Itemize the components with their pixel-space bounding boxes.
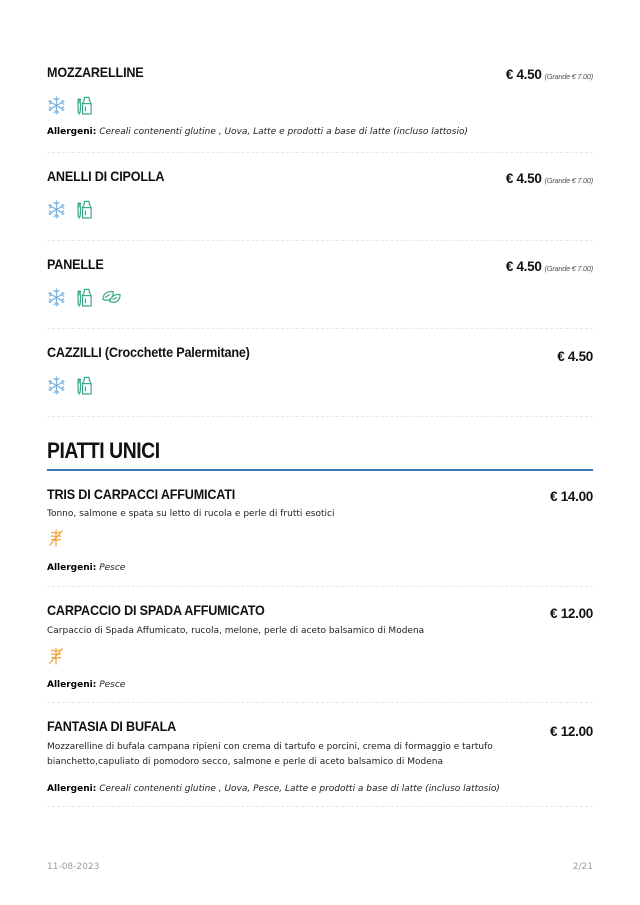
section-title-text: PIATTI UNICI (47, 438, 160, 463)
vegetarian-icon (74, 200, 93, 219)
menu-item (47, 168, 593, 241)
snowflake-icon (47, 96, 66, 115)
footer-date: 11-08-2023 (47, 862, 100, 872)
vegetarian-icon (74, 376, 93, 395)
allergens-label: Allergeni: (47, 784, 97, 794)
item-price (506, 67, 593, 82)
item-price (506, 259, 593, 274)
snowflake-icon (47, 288, 66, 307)
vegan-icon (101, 288, 122, 307)
allergens (47, 784, 500, 794)
footer-page-number: 2/21 (572, 862, 593, 872)
snowflake-icon (47, 376, 66, 395)
price-value: € 4.50 (505, 67, 542, 82)
vegetarian-icon (74, 288, 93, 307)
price-value: € 4.50 (505, 259, 542, 274)
item-description: Carpaccio di Spada Affumicato, rucola, melone, perle di aceto balsamico di Modena (47, 626, 425, 636)
menu-item (47, 718, 593, 807)
allergens (47, 680, 125, 690)
item-name: CAZZILLI (Crocchette Palermitane) (47, 344, 250, 360)
item-price (557, 349, 593, 364)
price-alt: (Grande € 7.00) (544, 176, 593, 185)
snowflake-icon (47, 200, 66, 219)
menu-item (47, 486, 593, 587)
item-name: CARPACCIO DI SPADA AFFUMICATO (47, 602, 265, 618)
item-price (506, 171, 593, 186)
item-name: TRIS DI CARPACCI AFFUMICATI (47, 486, 236, 502)
item-name: FANTASIA DI BUFALA (47, 718, 177, 734)
price-alt: (Grande € 7.00) (544, 264, 593, 273)
section-title (47, 438, 593, 471)
item-description: Tonno, salmone e spata su letto di rucola e perle di frutti esotici (47, 509, 335, 519)
menu-item (47, 64, 593, 153)
item-price: € 12.00 (550, 724, 593, 739)
allergens-value: Pesce (99, 680, 126, 690)
price-alt: (Grande € 7.00) (544, 72, 593, 81)
allergens-label: Allergeni: (47, 127, 97, 137)
menu-item (47, 602, 593, 703)
allergens (47, 563, 125, 573)
item-price: € 14.00 (550, 489, 593, 504)
allergens (47, 127, 468, 137)
allergens-value: Cereali contenenti glutine , Uova, Latte e prodotti a base di latte (incluso lattosio) (99, 127, 469, 137)
menu-item (47, 344, 593, 417)
allergens-value: Cereali contenenti glutine , Uova, Pesce, Latte e prodotti a base di latte (incluso lattosio) (99, 784, 500, 794)
item-description: Mozzarelline di bufala campana ripieni con crema di tartufo e porcini, crema di formaggio e tartufo bianchetto,capuliato di pomodoro secco, salmone e perle di aceto balsamico di Modena (47, 742, 493, 767)
item-price: € 12.00 (550, 606, 593, 621)
price-value: € 4.50 (557, 349, 593, 364)
item-name: MOZZARELLINE (47, 64, 144, 80)
gluten-free-icon (47, 646, 65, 666)
vegetarian-icon (74, 96, 93, 115)
gluten-free-icon (47, 528, 65, 548)
allergens-value: Pesce (99, 563, 126, 573)
price-value: € 4.50 (505, 171, 542, 186)
allergens-label: Allergeni: (47, 680, 97, 690)
allergens-label: Allergeni: (47, 563, 97, 573)
item-name: ANELLI DI CIPOLLA (47, 168, 165, 184)
item-name: PANELLE (47, 256, 104, 272)
menu-item (47, 256, 593, 329)
